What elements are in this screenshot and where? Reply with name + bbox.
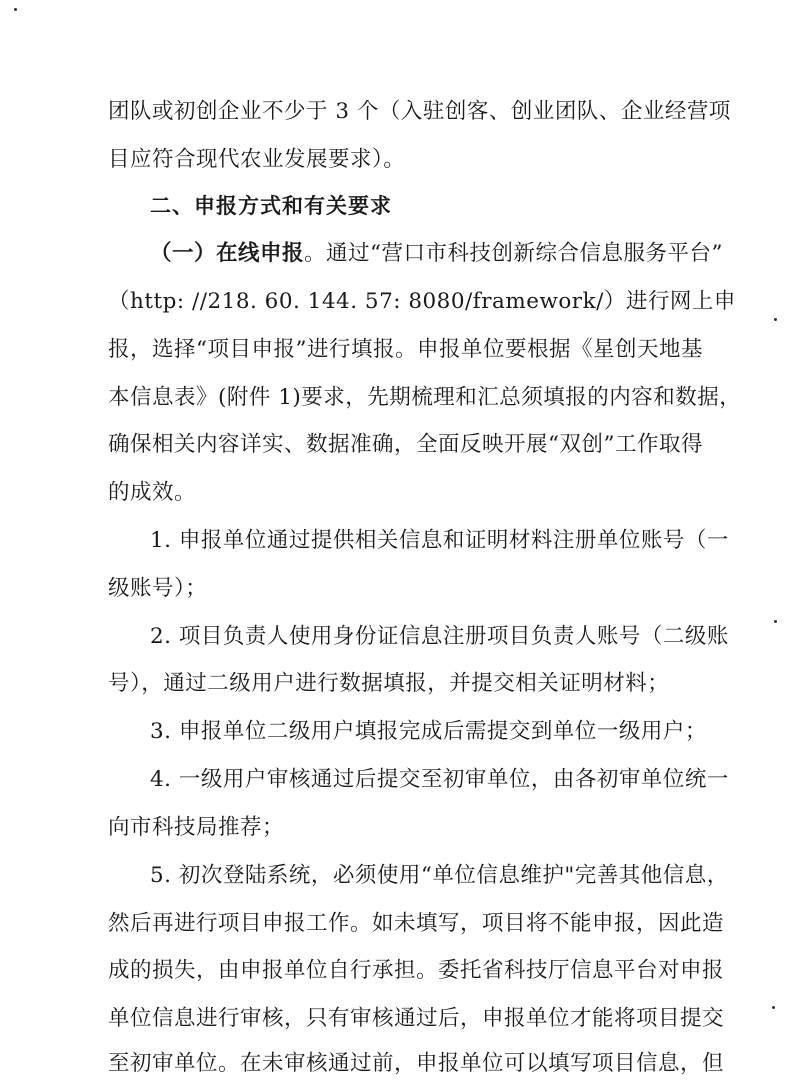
online-label: （一）在线申报	[150, 241, 305, 266]
scan-speck	[774, 318, 777, 321]
online-text: 。通过“营口市科技创新综合信息服务平台”	[304, 241, 724, 266]
step-5-line: 成的损失，由申报单位自行承担。委托省科技厅信息平台对申报	[108, 958, 725, 983]
paragraph-line: 报，选择“项目申报”进行填报。申报单位要根据《星创天地基	[108, 337, 703, 362]
scan-speck	[14, 8, 17, 11]
paragraph-line: 团队或初创企业不少于 3 个（入驻创客、创业团队、企业经营项	[108, 99, 731, 124]
paragraph-line: 本信息表》(附件 1)要求，先期梳理和汇总须填报的内容和数据，	[108, 385, 742, 410]
section-heading: 二、申报方式和有关要求	[150, 194, 392, 218]
step-5-line: 然后再进行项目申报工作。如未填写，项目将不能申报，因此造	[108, 911, 725, 936]
step-5-line: 至初审单位。在未审核通过前，申报单位可以填写项目信息，但	[108, 1051, 725, 1076]
paragraph-line: 的成效。	[108, 480, 197, 505]
step-1-line: 级账号）；	[108, 576, 208, 601]
step-2-line: 2. 项目负责人使用身份证信息注册项目负责人账号（二级账	[150, 624, 729, 649]
step-3-line: 3. 申报单位二级用户填报完成后需提交到单位一级用户；	[150, 719, 707, 744]
paragraph-line	[150, 240, 723, 268]
scan-speck	[772, 1006, 775, 1009]
scan-speck	[774, 620, 777, 623]
paragraph-line: 确保相关内容详实、数据准确，全面反映开展“双创”工作取得	[108, 432, 703, 457]
paragraph-line: 目应符合现代农业发展要求）。	[108, 147, 406, 172]
step-2-line: 号），通过二级用户进行数据填报，并提交相关证明材料；	[108, 671, 670, 696]
step-5-line: 单位信息进行审核，只有审核通过后，申报单位才能将项目提交	[108, 1006, 725, 1031]
step-4-line: 4. 一级用户审核通过后提交至初审单位，由各初审单位统一	[150, 767, 729, 792]
step-1-line: 1. 申报单位通过提供相关信息和证明材料注册单位账号（一	[150, 528, 729, 553]
step-4-line: 向市科技局推荐；	[108, 815, 285, 840]
paragraph-line: （http: //218. 60. 144. 57: 8080/framework/）进行网上申	[108, 289, 736, 314]
step-5-line: 5. 初次登陆系统，必须使用“单位信息维护"完善其他信息，	[150, 863, 729, 888]
